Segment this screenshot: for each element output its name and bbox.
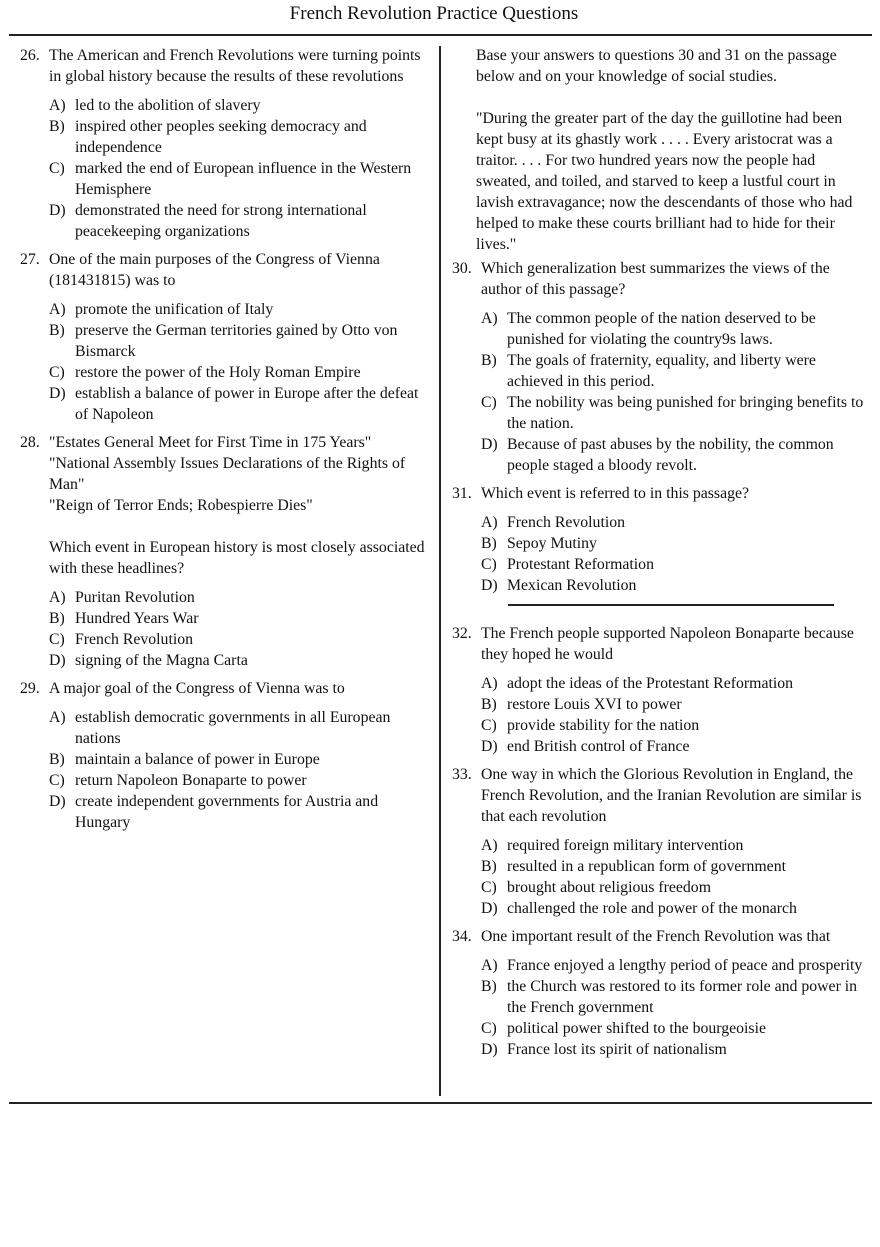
answer-choice-d[interactable] <box>481 575 864 596</box>
choice-letter: B) <box>49 118 65 135</box>
footer-rule <box>9 1102 872 1104</box>
question-stem: One important result of the French Revolution was that <box>481 928 831 945</box>
choice-text: resulted in a republican form of government <box>507 858 786 875</box>
question-stem: The French people supported Napoleon Bonaparte because they hoped he would <box>481 625 854 663</box>
choice-text: political power shifted to the bourgeoisie <box>507 1020 766 1037</box>
header-rule <box>9 34 872 36</box>
answer-choice-d[interactable] <box>481 1039 864 1060</box>
choice-text: French Revolution <box>507 514 626 531</box>
question-number: 34. <box>452 928 472 945</box>
answer-choices <box>481 835 864 919</box>
headline-3: "Reign of Terror Ends; Robespierre Dies" <box>49 497 313 514</box>
choice-letter: B) <box>481 978 497 995</box>
choice-letter: D) <box>481 577 498 594</box>
answer-choice-d[interactable] <box>49 383 428 425</box>
choice-text: promote the unification of Italy <box>75 301 274 318</box>
choice-letter: D) <box>49 385 66 402</box>
question-stem: The American and French Revolutions were turning points in global history because the results of these revolutions <box>49 47 421 85</box>
choice-letter: B) <box>49 322 65 339</box>
answer-choice-c[interactable] <box>49 158 428 200</box>
choice-letter: C) <box>481 879 497 896</box>
answer-choices <box>49 299 428 425</box>
answer-choice-d[interactable] <box>481 434 864 476</box>
choice-text: French Revolution <box>75 631 194 648</box>
answer-choice-b[interactable] <box>481 976 864 1018</box>
left-column <box>20 45 428 833</box>
choice-letter: D) <box>481 1041 498 1058</box>
answer-choice-d[interactable] <box>49 650 428 671</box>
choice-letter: C) <box>481 717 497 734</box>
answer-choice-d[interactable] <box>49 200 428 242</box>
choice-text: return Napoleon Bonaparte to power <box>75 772 307 789</box>
choice-text: required foreign military intervention <box>507 837 744 854</box>
choice-text: The common people of the nation deserved to be punished for violating the country9s laws. <box>507 310 816 348</box>
question-33 <box>452 764 864 919</box>
choice-text: The nobility was being punished for bringing benefits to the nation. <box>507 394 864 432</box>
choice-text: end British control of France <box>507 738 690 755</box>
headline-2: "National Assembly Issues Declarations of the Rights of Man" <box>49 455 406 493</box>
choice-letter: D) <box>481 436 498 453</box>
question-number: 26. <box>20 47 40 64</box>
question-number: 28. <box>20 434 40 451</box>
choice-text: marked the end of European influence in the Western Hemisphere <box>75 160 412 198</box>
answer-choices <box>49 587 428 671</box>
choice-text: Mexican Revolution <box>507 577 637 594</box>
question-number: 29. <box>20 680 40 697</box>
choice-letter: D) <box>49 202 66 219</box>
answer-choice-a[interactable] <box>49 707 428 749</box>
question-number: 30. <box>452 260 472 277</box>
choice-letter: B) <box>481 696 497 713</box>
choice-letter: B) <box>481 858 497 875</box>
answer-choices <box>481 308 864 476</box>
choice-letter: B) <box>49 610 65 627</box>
question-stem: One of the main purposes of the Congress of Vienna (181431815) was to <box>49 251 380 289</box>
choice-letter: A) <box>49 709 66 726</box>
question-29 <box>20 678 428 833</box>
answer-choice-a[interactable] <box>49 587 428 608</box>
choice-letter: A) <box>49 97 66 114</box>
answer-choice-d[interactable] <box>481 898 864 919</box>
question-number: 31. <box>452 485 472 502</box>
question-32 <box>452 623 864 757</box>
question-28 <box>20 432 428 671</box>
choice-text: restore Louis XVI to power <box>507 696 682 713</box>
answer-choice-b[interactable] <box>481 350 864 392</box>
choice-letter: A) <box>49 589 66 606</box>
question-26 <box>20 45 428 242</box>
choice-letter: C) <box>49 631 65 648</box>
answer-choice-c[interactable] <box>481 1018 864 1039</box>
choice-letter: B) <box>49 751 65 768</box>
question-number: 27. <box>20 251 40 268</box>
choice-letter: D) <box>49 652 66 669</box>
passage-text: "During the greater part of the day the guillotine had been kept busy at its ghastly work . . . . Every aristocrat was a traitor. . . . For two hundred years now the people had sweated, and toiled, and starved to keep a lustful court in lavish extravagance; now the descendants of those who had helped to make these courts brilliant had to hide for their lives." <box>476 110 853 253</box>
choice-text: challenged the role and power of the monarch <box>507 900 797 917</box>
question-stem: Which event is referred to in this passage? <box>481 485 750 502</box>
headline-1: "Estates General Meet for First Time in 175 Years" <box>49 434 372 451</box>
choice-letter: A) <box>481 514 498 531</box>
choice-letter: C) <box>49 364 65 381</box>
answer-choices <box>49 95 428 242</box>
question-number: 32. <box>452 625 472 642</box>
choice-letter: D) <box>49 793 66 810</box>
choice-text: demonstrated the need for strong international peacekeeping organizations <box>75 202 367 240</box>
choice-text: The goals of fraternity, equality, and liberty were achieved in this period. <box>507 352 816 390</box>
answer-choice-c[interactable] <box>49 362 428 383</box>
choice-text: Because of past abuses by the nobility, the common people staged a bloody revolt. <box>507 436 834 474</box>
answer-choice-a[interactable] <box>49 95 428 116</box>
answer-choices <box>481 955 864 1060</box>
choice-letter: D) <box>481 900 498 917</box>
answer-choice-c[interactable] <box>481 877 864 898</box>
choice-text: create independent governments for Austria and Hungary <box>75 793 379 831</box>
answer-choice-c[interactable] <box>481 392 864 434</box>
question-number: 33. <box>452 766 472 783</box>
choice-text: brought about religious freedom <box>507 879 711 896</box>
choice-letter: B) <box>481 535 497 552</box>
right-column <box>452 45 864 1060</box>
choice-text: adopt the ideas of the Protestant Reformation <box>507 675 794 692</box>
choice-letter: C) <box>49 772 65 789</box>
section-divider <box>508 604 834 606</box>
choice-text: establish democratic governments in all European nations <box>75 709 391 747</box>
answer-choices <box>481 512 864 596</box>
page-title: French Revolution Practice Questions <box>289 3 579 24</box>
choice-letter: C) <box>481 394 497 411</box>
choice-text: inspired other peoples seeking democracy and independence <box>75 118 367 156</box>
choice-text: provide stability for the nation <box>507 717 700 734</box>
choice-text: establish a balance of power in Europe after the defeat of Napoleon <box>75 385 419 423</box>
question-stem: One way in which the Glorious Revolution in England, the French Revolution, and the Iranian Revolution are similar is that each revolution <box>481 766 862 825</box>
answer-choice-b[interactable] <box>49 116 428 158</box>
question-30 <box>452 258 864 476</box>
choice-text: Puritan Revolution <box>75 589 195 606</box>
choice-text: led to the abolition of slavery <box>75 97 261 114</box>
choice-text: maintain a balance of power in Europe <box>75 751 320 768</box>
passage-intro: Base your answers to questions 30 and 31 on the passage below and on your knowledge of social studies. <box>476 47 837 85</box>
answer-choices <box>49 707 428 833</box>
choice-letter: C) <box>481 556 497 573</box>
answer-choice-c[interactable] <box>481 715 864 736</box>
choice-letter: B) <box>481 352 497 369</box>
answer-choice-c[interactable] <box>49 629 428 650</box>
choice-text: France enjoyed a lengthy period of peace and prosperity <box>507 957 863 974</box>
choice-text: Hundred Years War <box>75 610 199 627</box>
answer-choice-a[interactable] <box>49 299 428 320</box>
answer-choice-b[interactable] <box>481 533 864 554</box>
choice-text: signing of the Magna Carta <box>75 652 248 669</box>
choice-letter: C) <box>481 1020 497 1037</box>
choice-letter: C) <box>49 160 65 177</box>
answer-choices <box>481 673 864 757</box>
answer-choice-a[interactable] <box>481 835 864 856</box>
answer-choice-d[interactable] <box>49 791 428 833</box>
choice-letter: A) <box>481 837 498 854</box>
answer-choice-a[interactable] <box>481 955 864 976</box>
answer-choice-b[interactable] <box>49 749 428 770</box>
question-34 <box>452 926 864 1060</box>
question-stem: Which event in European history is most closely associated with these headlines? <box>49 539 425 577</box>
choice-text: Sepoy Mutiny <box>507 535 597 552</box>
answer-choice-b[interactable] <box>481 856 864 877</box>
answer-choice-b[interactable] <box>49 320 428 362</box>
question-27 <box>20 249 428 425</box>
choice-text: preserve the German territories gained by Otto von Bismarck <box>75 322 398 360</box>
column-divider <box>439 46 441 1096</box>
choice-text: restore the power of the Holy Roman Empire <box>75 364 361 381</box>
question-31 <box>452 483 864 596</box>
answer-choice-c[interactable] <box>49 770 428 791</box>
choice-text: the Church was restored to its former role and power in the French government <box>507 978 858 1016</box>
choice-text: France lost its spirit of nationalism <box>507 1041 727 1058</box>
question-stem: A major goal of the Congress of Vienna was to <box>49 680 345 697</box>
answer-choice-d[interactable] <box>481 736 864 757</box>
choice-letter: A) <box>481 675 498 692</box>
answer-choice-b[interactable] <box>49 608 428 629</box>
answer-choice-a[interactable] <box>481 512 864 533</box>
choice-text: Protestant Reformation <box>507 556 654 573</box>
answer-choice-a[interactable] <box>481 308 864 350</box>
answer-choice-c[interactable] <box>481 554 864 575</box>
choice-letter: A) <box>481 310 498 327</box>
choice-letter: A) <box>49 301 66 318</box>
choice-letter: A) <box>481 957 498 974</box>
question-stem: Which generalization best summarizes the views of the author of this passage? <box>481 260 830 298</box>
choice-letter: D) <box>481 738 498 755</box>
answer-choice-b[interactable] <box>481 694 864 715</box>
answer-choice-a[interactable] <box>481 673 864 694</box>
